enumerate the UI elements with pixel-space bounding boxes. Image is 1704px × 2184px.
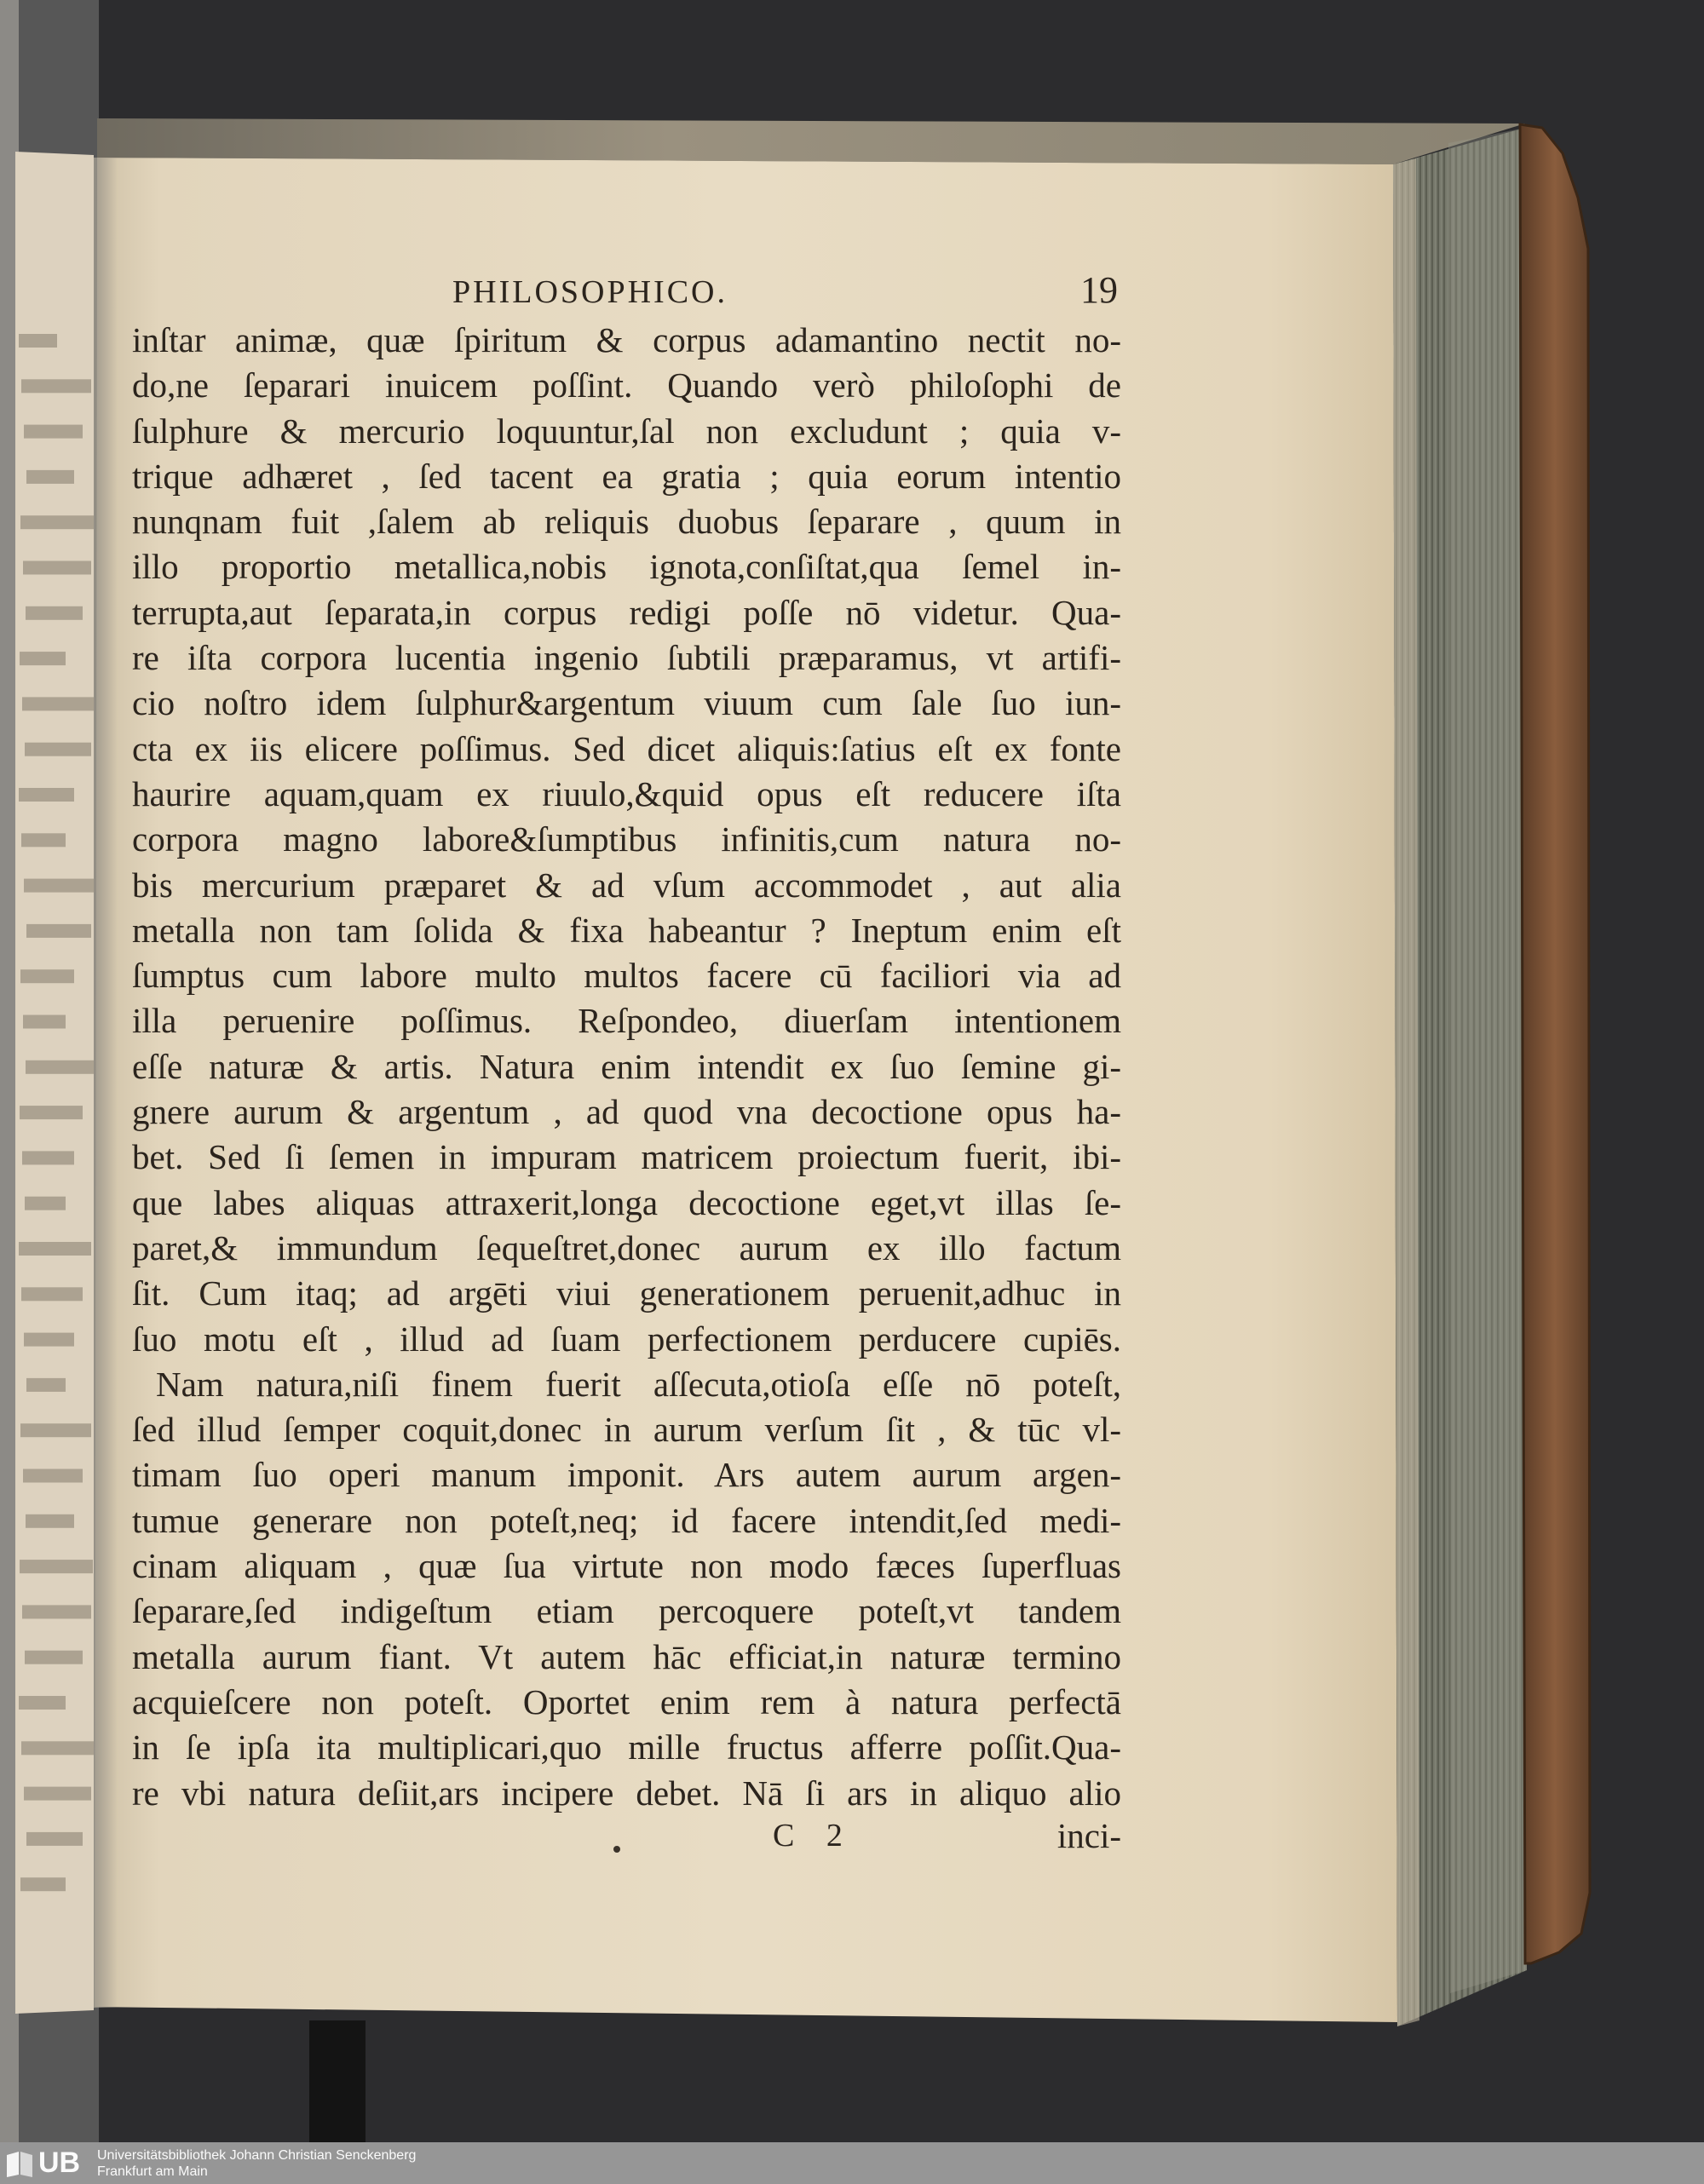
text-line: paret,& immundum ſequeſtret,donec aurum ex illo factum	[132, 1227, 1121, 1267]
facing-page-text-fragment	[25, 743, 91, 756]
page-number: 19	[1080, 269, 1118, 311]
text-line: re iſta corpora lucentia ingenio ſubtili præparamus, vt artifi-	[132, 638, 1121, 678]
text-line: metalla aurum fiant. Vt autem hāc efficiat,in naturæ termino	[132, 1636, 1121, 1676]
signature-mark: C 2	[773, 1818, 843, 1854]
facing-page-text-fragment	[19, 1242, 91, 1256]
text-line: terrupta,aut ſeparata,in corpus redigi poſſe nō videtur. Qua-	[132, 592, 1121, 632]
scanner-shadow-bar	[309, 2020, 366, 2142]
banner-text	[97, 2147, 416, 2180]
text-line: ſeparare,ſed indigeſtum etiam percoquere poteſt,vt tandem	[132, 1591, 1121, 1631]
facing-page-text-fragment	[23, 1469, 83, 1483]
catchword: inci-	[1056, 1816, 1121, 1855]
facing-page-text-fragment	[19, 788, 74, 802]
facing-page-text-fragment	[23, 1015, 66, 1029]
text-line: bet. Sed ſi ſemen in impuram matricem proiectum fuerit, ibi-	[132, 1137, 1121, 1177]
facing-page-text-fragment	[24, 1333, 74, 1347]
facing-page-text-fragment	[21, 379, 91, 393]
facing-page-text-fragment	[26, 1514, 74, 1528]
facing-page-text-fragment	[24, 425, 83, 439]
ub-logo-text: UB	[38, 2147, 81, 2179]
paragraph	[132, 318, 1121, 1362]
facing-page-text-fragment	[26, 470, 74, 484]
text-line: haurire aquam,quam ex riuulo,&quid opus eſt reducere iſta	[132, 773, 1121, 813]
fore-edge-highlight	[1448, 128, 1527, 1993]
facing-page-text-fragment	[26, 1832, 83, 1846]
paragraph	[132, 1362, 1121, 1816]
text-line: ſuo motu eſt , illud ad ſuam perfectionem perducere cupiēs.	[132, 1319, 1121, 1359]
text-line: corpora magno labore&ſumptibus infinitis,cum natura no-	[132, 819, 1121, 859]
page-edge-rim	[1393, 158, 1419, 2026]
text-line: timam ſuo operi manum imponit. Ars autem aurum argen-	[132, 1455, 1121, 1495]
text-line: ſulphure & mercurio loquuntur,ſal non excludunt ; quia v-	[132, 411, 1121, 451]
running-title: PHILOSOPHICO.	[452, 274, 728, 310]
facing-page-text-fragment	[19, 1696, 66, 1710]
text-line: trique adhæret , ſed tacent ea gratia ; quia eorum intentio	[132, 456, 1121, 496]
facing-page-text-fragment	[22, 697, 95, 710]
facing-page-text-fragment	[22, 1605, 91, 1618]
facing-page-text-fragment	[24, 1787, 91, 1801]
facing-page-text-fragment	[22, 1151, 74, 1164]
library-banner	[0, 2142, 1704, 2184]
facing-page-text-fragment	[20, 1560, 93, 1573]
facing-page-text-fragment	[20, 1423, 91, 1437]
facing-page-text-fragment	[25, 1651, 83, 1664]
text-line: ſit. Cum itaq; ad argēti viui generationem peruenit,adhuc in	[132, 1273, 1121, 1313]
facing-page-text-fragment	[25, 1197, 66, 1210]
text-line: inſtar animæ, quæ ſpiritum & corpus adamantino nectit no-	[132, 320, 1121, 359]
text-line: ſumptus cum labore multo multos facere cū faciliori via ad	[132, 956, 1121, 996]
text-line: cinam aliquam , quæ ſua virtute non modo fæces ſuperfluas	[132, 1546, 1121, 1586]
text-line: illa peruenire poſſimus. Reſpondeo, diuerſam intentionem	[132, 1001, 1121, 1041]
ink-speck	[613, 1846, 620, 1853]
text-line: cio noſtro idem ſulphur&argentum viuum cum ſale ſuo iun-	[132, 683, 1121, 723]
facing-page-text-fragment	[20, 652, 66, 665]
ub-logo-icon	[4, 2148, 35, 2179]
text-line: metalla non tam ſolida & fixa habeantur ? Ineptum enim eſt	[132, 910, 1121, 950]
facing-page-text-fragment	[20, 515, 94, 529]
leather-cover-edge	[1520, 124, 1590, 1963]
facing-page-text-fragment	[26, 1378, 66, 1392]
facing-page-text-fragment	[26, 924, 91, 938]
book-block-top-edge	[97, 118, 1525, 164]
text-line: in ſe ipſa ita multiplicari,quo mille fructus afferre poſſit.Qua-	[132, 1727, 1121, 1767]
facing-page-text-fragment	[21, 1287, 83, 1301]
gutter-shadow	[94, 158, 118, 2008]
library-city: Frankfurt am Main	[97, 2164, 208, 2179]
text-line: eſſe naturæ & artis. Natura enim intendit ex ſuo ſemine gi-	[132, 1046, 1121, 1086]
text-line: nunqnam fuit ,ſalem ab reliquis duobus ſeparare , quum in	[132, 502, 1121, 542]
text-line: Nam natura,niſi finem fuerit aſſecuta,otioſa eſſe nō poteſt,	[156, 1364, 1121, 1404]
ub-logo	[0, 2142, 92, 2184]
facing-page-text-fragment	[26, 606, 83, 620]
text-block	[132, 318, 1121, 1816]
text-line: que labes aliquas attraxerit,longa decoctione eget,vt illas ſe-	[132, 1182, 1121, 1222]
library-name: Universitätsbibliothek Johann Christian Senckenberg	[97, 2148, 417, 2163]
text-line: gnere aurum & argentum , ad quod vna decoctione opus ha-	[132, 1092, 1121, 1132]
facing-page-text-fragment	[21, 833, 66, 847]
text-line: do,ne ſeparari inuicem poſſint. Quando verò philoſophi de	[132, 365, 1121, 405]
text-line: ſed illud ſemper coquit,donec in aurum verſum ſit , & tūc vl-	[132, 1410, 1121, 1450]
text-line: tumue generare non poteſt,neq; id facere intendit,ſed medi-	[132, 1500, 1121, 1540]
text-line: acquieſcere non poteſt. Oportet enim rem à natura perfectā	[132, 1681, 1121, 1721]
facing-page-text-fragment	[21, 1741, 95, 1755]
facing-page-text-fragment	[23, 561, 91, 575]
text-line: re vbi natura deſiit,ars incipere debet. Nā ſi ars in aliquo alio	[132, 1773, 1121, 1813]
text-line: illo proportio metallica,nobis ignota,conſiſtat,qua ſemel in-	[132, 547, 1121, 587]
facing-page-text-fragment	[24, 879, 97, 893]
facing-page-text-fragment	[20, 1106, 83, 1119]
text-line: bis mercurium præparet & ad vſum accommodet , aut alia	[132, 865, 1121, 905]
facing-page-text-fragment	[20, 969, 74, 983]
facing-page-text-fragment	[26, 1060, 99, 1074]
facing-page-text-fragment	[19, 334, 57, 348]
facing-page-text-fragment	[20, 1877, 66, 1891]
text-line: cta ex iis elicere poſſimus. Sed dicet aliquis:ſatius eſt ex fonte	[132, 728, 1121, 768]
